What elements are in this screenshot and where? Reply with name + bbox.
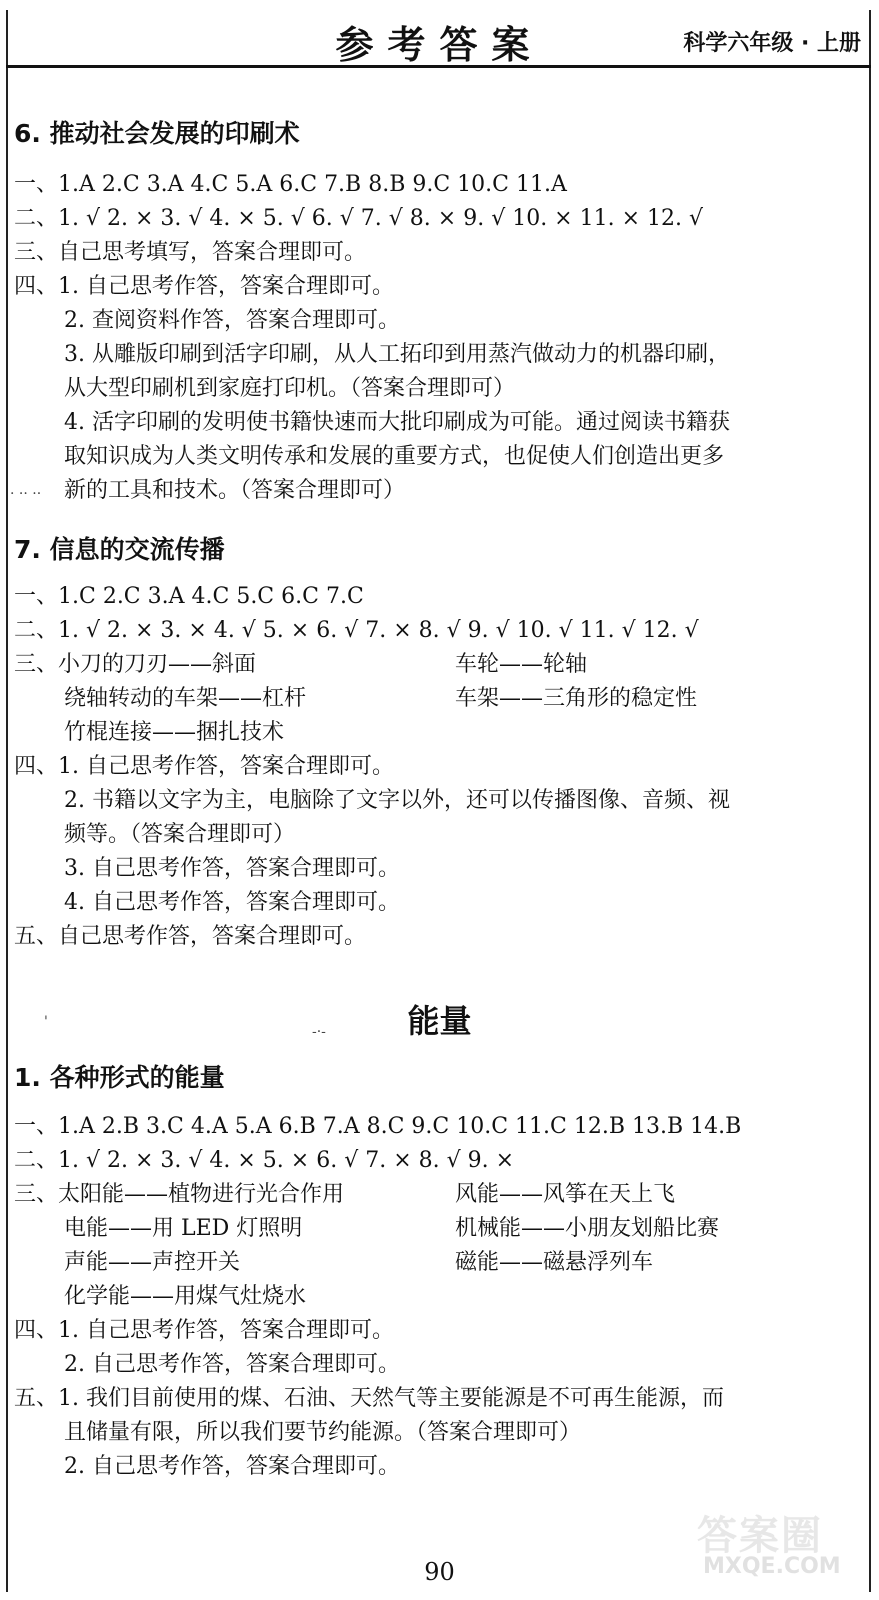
lesson-title: 1. 各种形式的能量 <box>14 1063 225 1092</box>
answer-line: 电能——用 LED 灯照明 <box>64 1216 303 1241</box>
answer-line: 二、1. √ 2. × 3. × 4. √ 5. × 6. √ 7. × 8. √ 9. √ 10. √ 11. √ 12. √ <box>14 618 699 643</box>
answer-line: 三、自己思考填写，答案合理即可。 <box>14 240 367 265</box>
answer-line: 三、太阳能——植物进行光合作用 <box>14 1182 345 1207</box>
answer-line: 3. 从雕版印刷到活字印刷，从人工拓印到用蒸汽做动力的机器印刷， <box>64 342 730 367</box>
answer-line: 风能——风筝在天上飞 <box>455 1182 676 1207</box>
watermark <box>697 1504 857 1584</box>
answer-line: 一、1.C 2.C 3.A 4.C 5.C 6.C 7.C <box>14 584 364 609</box>
answer-line: 四、1. 自己思考作答，答案合理即可。 <box>14 274 394 299</box>
answer-line: 4. 活字印刷的发明使书籍快速而大批印刷成为可能。通过阅读书籍获 <box>64 410 730 435</box>
answer-line: 五、自己思考作答，答案合理即可。 <box>14 924 367 949</box>
scan-speck: -·- <box>312 1024 326 1040</box>
watermark-url: MXQE.COM <box>703 1554 841 1579</box>
answer-line: 声能——声控开关 <box>64 1250 241 1275</box>
answer-line: 二、1. √ 2. × 3. √ 4. × 5. × 6. √ 7. × 8. √ 9. × <box>14 1148 515 1173</box>
answer-line: 三、小刀的刀刃——斜面 <box>14 652 257 677</box>
answer-line: 频等。（答案合理即可） <box>64 822 296 847</box>
page-number: 90 <box>424 1558 455 1586</box>
header-rule <box>6 65 871 68</box>
answer-line: 五、1. 我们目前使用的煤、石油、天然气等主要能源是不可再生能源，而 <box>14 1386 724 1411</box>
answer-line: 竹棍连接——捆扎技术 <box>64 720 285 745</box>
answer-line: 2. 查阅资料作答，答案合理即可。 <box>64 308 400 333</box>
answer-line: 机械能——小朋友划船比赛 <box>455 1216 720 1241</box>
page-title: 参考答案 <box>335 22 544 67</box>
answer-line: 二、1. √ 2. × 3. √ 4. × 5. √ 6. √ 7. √ 8. × 9. √ 10. × 11. × 12. √ <box>14 206 704 231</box>
answer-line: 一、1.A 2.B 3.C 4.A 5.A 6.B 7.A 8.C 9.C 10.C 11.C 12.B 13.B 14.B <box>14 1114 742 1139</box>
lesson-title: 7. 信息的交流传播 <box>14 535 225 564</box>
scan-speck: ' <box>44 1014 48 1030</box>
answer-line: 化学能——用煤气灶烧水 <box>64 1284 307 1309</box>
unit-title: 能量 <box>407 1002 472 1040</box>
answer-line: 取知识成为人类文明传承和发展的重要方式，也促使人们创造出更多 <box>64 444 725 469</box>
watermark-logo: 答案圈 <box>697 1513 823 1559</box>
answer-line: 4. 自己思考作答，答案合理即可。 <box>64 890 400 915</box>
answer-line: 且储量有限，所以我们要节约能源。（答案合理即可） <box>64 1420 582 1445</box>
answer-line: 磁能——磁悬浮列车 <box>455 1250 654 1275</box>
answer-line: 2. 自己思考作答，答案合理即可。 <box>64 1454 400 1479</box>
answer-line: 从大型印刷机到家庭打印机。（答案合理即可） <box>64 376 516 401</box>
answer-line: 车轮——轮轴 <box>455 652 588 677</box>
answer-line: 一、1.A 2.C 3.A 4.C 5.A 6.C 7.B 8.B 9.C 10.C 11.A <box>14 172 567 197</box>
answer-line: 3. 自己思考作答，答案合理即可。 <box>64 856 400 881</box>
answer-line: 新的工具和技术。（答案合理即可） <box>64 478 406 503</box>
book-subtitle: 科学六年级 · 上册 <box>683 31 861 56</box>
answer-line: 2. 书籍以文字为主，电脑除了文字以外，还可以传播图像、音频、视 <box>64 788 730 813</box>
answer-line: 绕轴转动的车架——杠杆 <box>64 686 307 711</box>
scan-speck: · ·· ·· <box>10 486 42 502</box>
answer-line: 四、1. 自己思考作答，答案合理即可。 <box>14 754 394 779</box>
answer-line: 车架——三角形的稳定性 <box>455 686 698 711</box>
lesson-title: 6. 推动社会发展的印刷术 <box>14 119 300 148</box>
answer-line: 2. 自己思考作答，答案合理即可。 <box>64 1352 400 1377</box>
answer-line: 四、1. 自己思考作答，答案合理即可。 <box>14 1318 394 1343</box>
